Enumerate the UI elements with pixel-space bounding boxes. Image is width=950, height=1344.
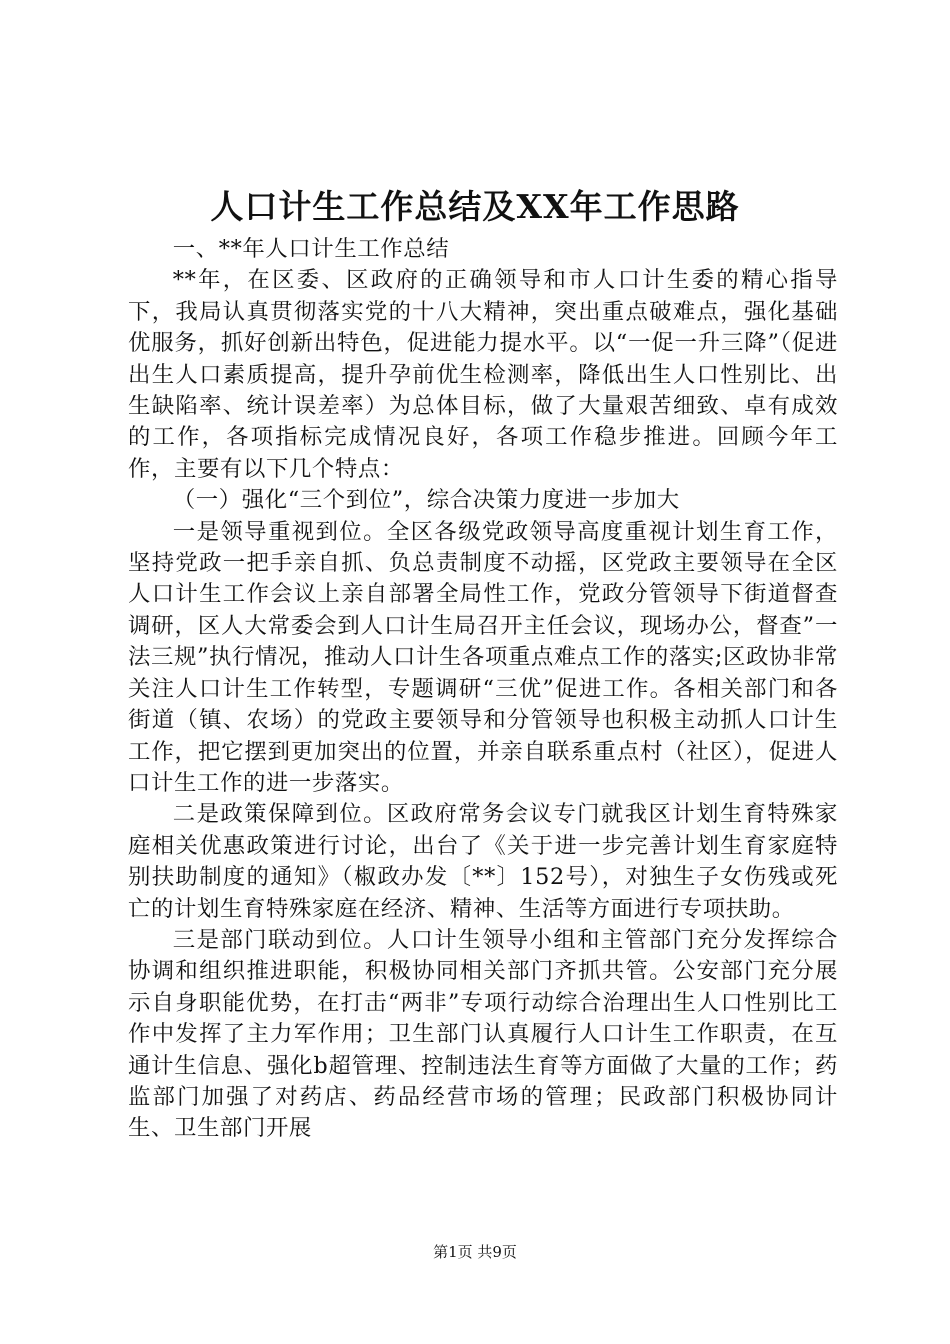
subsection-heading: （一）强化“三个到位”，综合决策力度进一步加大 — [172, 487, 680, 514]
body-paragraph: 三是部门联动到位。人口计生领导小组和主管部门充分发挥综合协调和组织推进职能，积极协同相关部门齐抓共管。公安部门充分展示自身职能优势，在打击“两非”专项行动综合治理出生人口性别比工作中发挥了主力军作用；卫生部门认真履行人口计生工作职责，在互通计生信息、强化b超管理、控制违法生育等方面做了大量的工作；药监部门加强了对药店、药品经营市场的管理；民政部门积极协同计生、卫生部门开展 — [128, 926, 838, 1142]
document-title: 人口计生工作总结及XX年工作思路 — [210, 187, 740, 226]
body-paragraph: **年，在区委、区政府的正确领导和市人口计生委的精心指导下，我局认真贯彻落实党的十八大精神，突出重点破难点，强化基础优服务，抓好创新出特色，促进能力提水平。以“一促一升三降”（促进出生人口素质提高，提升孕前优生检测率，降低出生人口性别比、出生缺陷率、统计误差率）为总体目标，做了大量艰苦细致、卓有成效的工作，各项指标完成情况良好，各项工作稳步推进。回顾今年工作，主要有以下几个特点： — [128, 267, 838, 482]
section-heading: 一、**年人口计生工作总结 — [172, 236, 450, 262]
body-paragraph: 二是政策保障到位。区政府常务会议专门就我区计划生育特殊家庭相关优惠政策进行讨论，出台了《关于进一步完善计划生育家庭特别扶助制度的通知》（椒政办发〔**〕152号），对独生子女伤残或死亡的计划生育特殊家庭在经济、精神、生活等方面进行专项扶助。 — [128, 801, 838, 922]
page-footer: 第1页 共9页 — [433, 1243, 517, 1261]
body-paragraph: 一是领导重视到位。全区各级党政领导高度重视计划生育工作，坚持党政一把手亲自抓、负总责制度不动摇，区党政主要领导在全区人口计生工作会议上亲自部署全局性工作，党政分管领导下街道督查调研，区人大常委会到人口计生局召开主任会议，现场办公，督查”一法三规”执行情况，推动人口计生各项重点难点工作的落实;区政协非常关注人口计生工作转型，专题调研“三优”促进工作。各相关部门和各街道（镇、农场）的党政主要领导和分管领导也积极主动抓人口计生工作，把它摆到更加突出的位置，并亲自联系重点村（社区），促进人口计生工作的进一步落实。 — [128, 518, 838, 796]
document-body — [128, 234, 838, 1145]
